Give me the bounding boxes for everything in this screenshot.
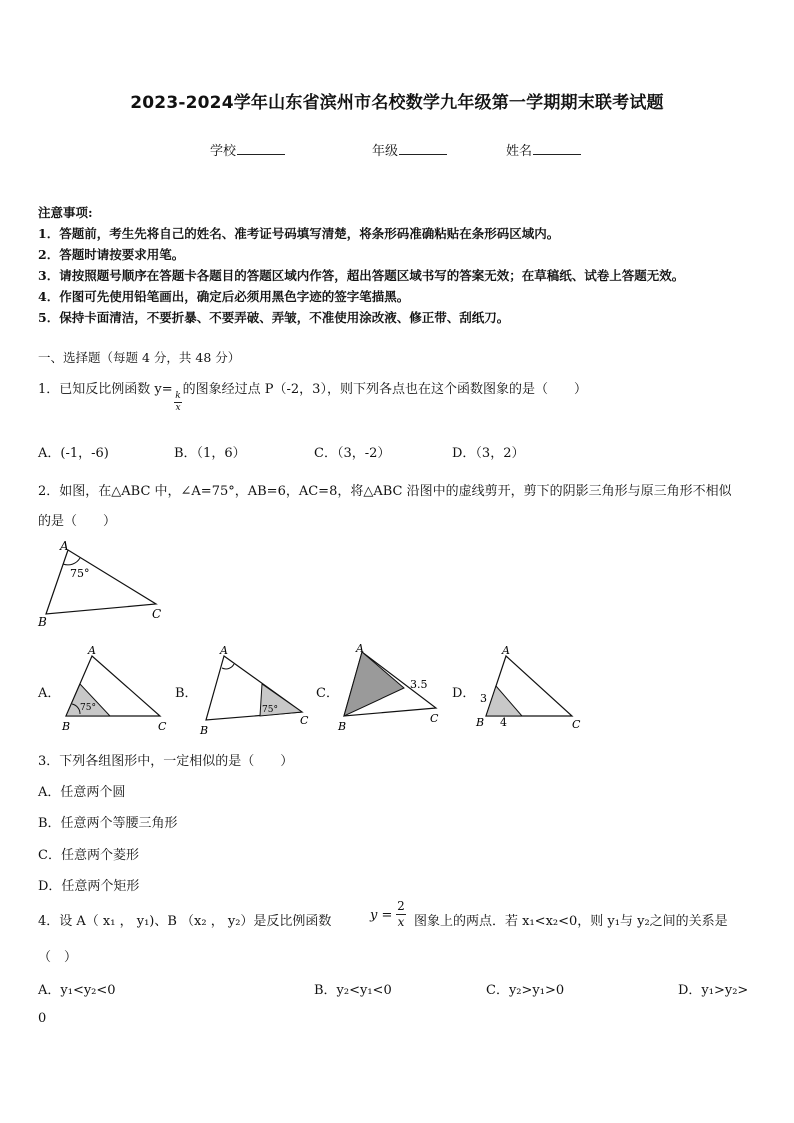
q2-c-label-b: B <box>338 720 347 733</box>
name-label: 姓名 <box>506 144 533 159</box>
q4-option-d[interactable]: D．y₁>y₂> <box>678 983 749 998</box>
notice-item: 1．答题前，考生先将自己的姓名、准考证号码填写清楚，将条形码准确粘贴在条形码区域内。 <box>38 226 560 241</box>
q4-stem-after: 图象上的两点．若 x₁<x₂<0，则 y₁与 y₂之间的关系是 <box>414 914 728 929</box>
q2-d-length-2: 4 <box>500 716 507 729</box>
q3-option-d[interactable]: D．任意两个矩形 <box>38 879 140 894</box>
q2-d-label-c: C <box>572 718 581 731</box>
q2-fig-angle: 75° <box>70 567 90 580</box>
q4-option-a[interactable]: A．y₁<y₂<0 <box>38 983 116 998</box>
q2-main-triangle <box>30 536 170 628</box>
q2-a-label-b: B <box>62 720 71 733</box>
school-label: 学校 <box>210 144 237 159</box>
q4-fraction <box>396 899 406 930</box>
q1-option-b[interactable]: B．（1，6） <box>174 446 246 461</box>
school-blank <box>237 142 285 155</box>
q2-fig-label-a: A <box>60 539 69 553</box>
q2-b-label-b: B <box>200 724 209 737</box>
q2-c-label-c: C <box>430 712 439 725</box>
q2-option-a-figure[interactable] <box>58 644 172 736</box>
question-2-line1: 2．如图，在△ABC 中，∠A=75°，AB=6，AC=8，将△ABC 沿图中的虚线剪开，剪下的阴影三角形与原三角形不相似 <box>38 484 732 499</box>
q2-option-b-label[interactable]: B． <box>175 686 198 701</box>
q3-option-c[interactable]: C．任意两个菱形 <box>38 848 139 863</box>
notice-item: 4．作图可先使用铅笔画出，确定后必须用黑色字迹的签字笔描黑。 <box>38 289 410 304</box>
q2-option-b-figure[interactable] <box>196 640 314 738</box>
q2-a-label-a: A <box>88 644 96 657</box>
grade-label: 年级 <box>372 144 399 159</box>
q2-a-angle: 75° <box>80 703 96 713</box>
page-title: 2023-2024学年山东省滨州市名校数学九年级第一学期期末联考试题 <box>130 93 664 113</box>
notice-item: 2．答题时请按要求用笔。 <box>38 247 185 262</box>
q2-fig-label-c: C <box>152 607 162 621</box>
q1-frac-num: k <box>175 391 181 401</box>
question-4 <box>38 910 331 929</box>
q2-c-label-a: A <box>356 642 364 655</box>
q4-stem-before: 4．设 A（ x₁ ， y₁)、B （x₂ ， y₂）是反比例函数 <box>38 914 332 929</box>
q2-d-length-1: 3 <box>480 692 487 705</box>
question-3: 3．下列各组图形中，一定相似的是（ ） <box>38 754 294 769</box>
grade-blank <box>399 142 447 155</box>
q4-function-y: y = <box>370 908 393 923</box>
q4-option-d-wrap: 0 <box>38 1011 47 1026</box>
q1-option-d[interactable]: D．（3，2） <box>452 446 525 461</box>
q3-option-b[interactable]: B．任意两个等腰三角形 <box>38 816 178 831</box>
q1-stem-after: 的图象经过点 P（-2，3），则下列各点也在这个函数图象的是（ ） <box>182 382 587 397</box>
question-2-line2: 的是（ ） <box>38 514 117 529</box>
q2-d-label-b: B <box>476 716 485 729</box>
q1-stem-before: 1．已知反比例函数 y= <box>38 382 173 397</box>
q4-option-c[interactable]: C．y₂>y₁>0 <box>486 983 565 998</box>
q2-c-length: 3.5 <box>410 678 428 691</box>
q4-paren: （ ） <box>38 950 78 965</box>
section-title: 一、选择题（每题 4 分，共 48 分） <box>38 350 241 365</box>
question-1 <box>38 378 587 397</box>
q4-frac-den: x <box>397 915 405 929</box>
q2-option-d-label[interactable]: D． <box>452 686 476 701</box>
q2-fig-label-b: B <box>38 615 47 628</box>
q1-option-a[interactable]: A．(-1，-6) <box>38 446 109 461</box>
q1-option-c[interactable]: C．（3，-2） <box>314 446 391 461</box>
q4-frac-num: 2 <box>397 899 405 913</box>
q2-b-angle: 75° <box>262 705 278 715</box>
name-blank <box>533 142 581 155</box>
q2-b-label-a: A <box>220 644 228 657</box>
q4-option-b[interactable]: B．y₂<y₁<0 <box>314 983 392 998</box>
notice-item: 5．保持卡面清洁，不要折暴、不要弄破、弄皱，不准使用涂改液、修正带、刮纸刀。 <box>38 310 510 325</box>
q2-option-d-figure[interactable] <box>474 642 586 736</box>
q2-a-label-c: C <box>158 720 167 733</box>
q2-option-c-label[interactable]: C． <box>316 686 339 701</box>
notice-title: 注意事项: <box>38 205 93 220</box>
q2-option-c-figure[interactable] <box>334 640 450 736</box>
name-field <box>506 140 581 159</box>
q3-option-a[interactable]: A．任意两个圆 <box>38 785 126 800</box>
school-field <box>210 140 285 159</box>
q2-option-a-label[interactable]: A． <box>38 686 61 701</box>
q2-b-label-c: C <box>300 714 309 727</box>
q1-frac-den: x <box>175 403 181 413</box>
notice-item: 3．请按照题号顺序在答题卡各题目的答题区域内作答，超出答题区域书写的答案无效；在草稿纸、试卷上答题无效。 <box>38 268 685 283</box>
grade-field <box>372 140 447 159</box>
q1-fraction <box>174 391 182 414</box>
q2-d-label-a: A <box>502 644 510 657</box>
